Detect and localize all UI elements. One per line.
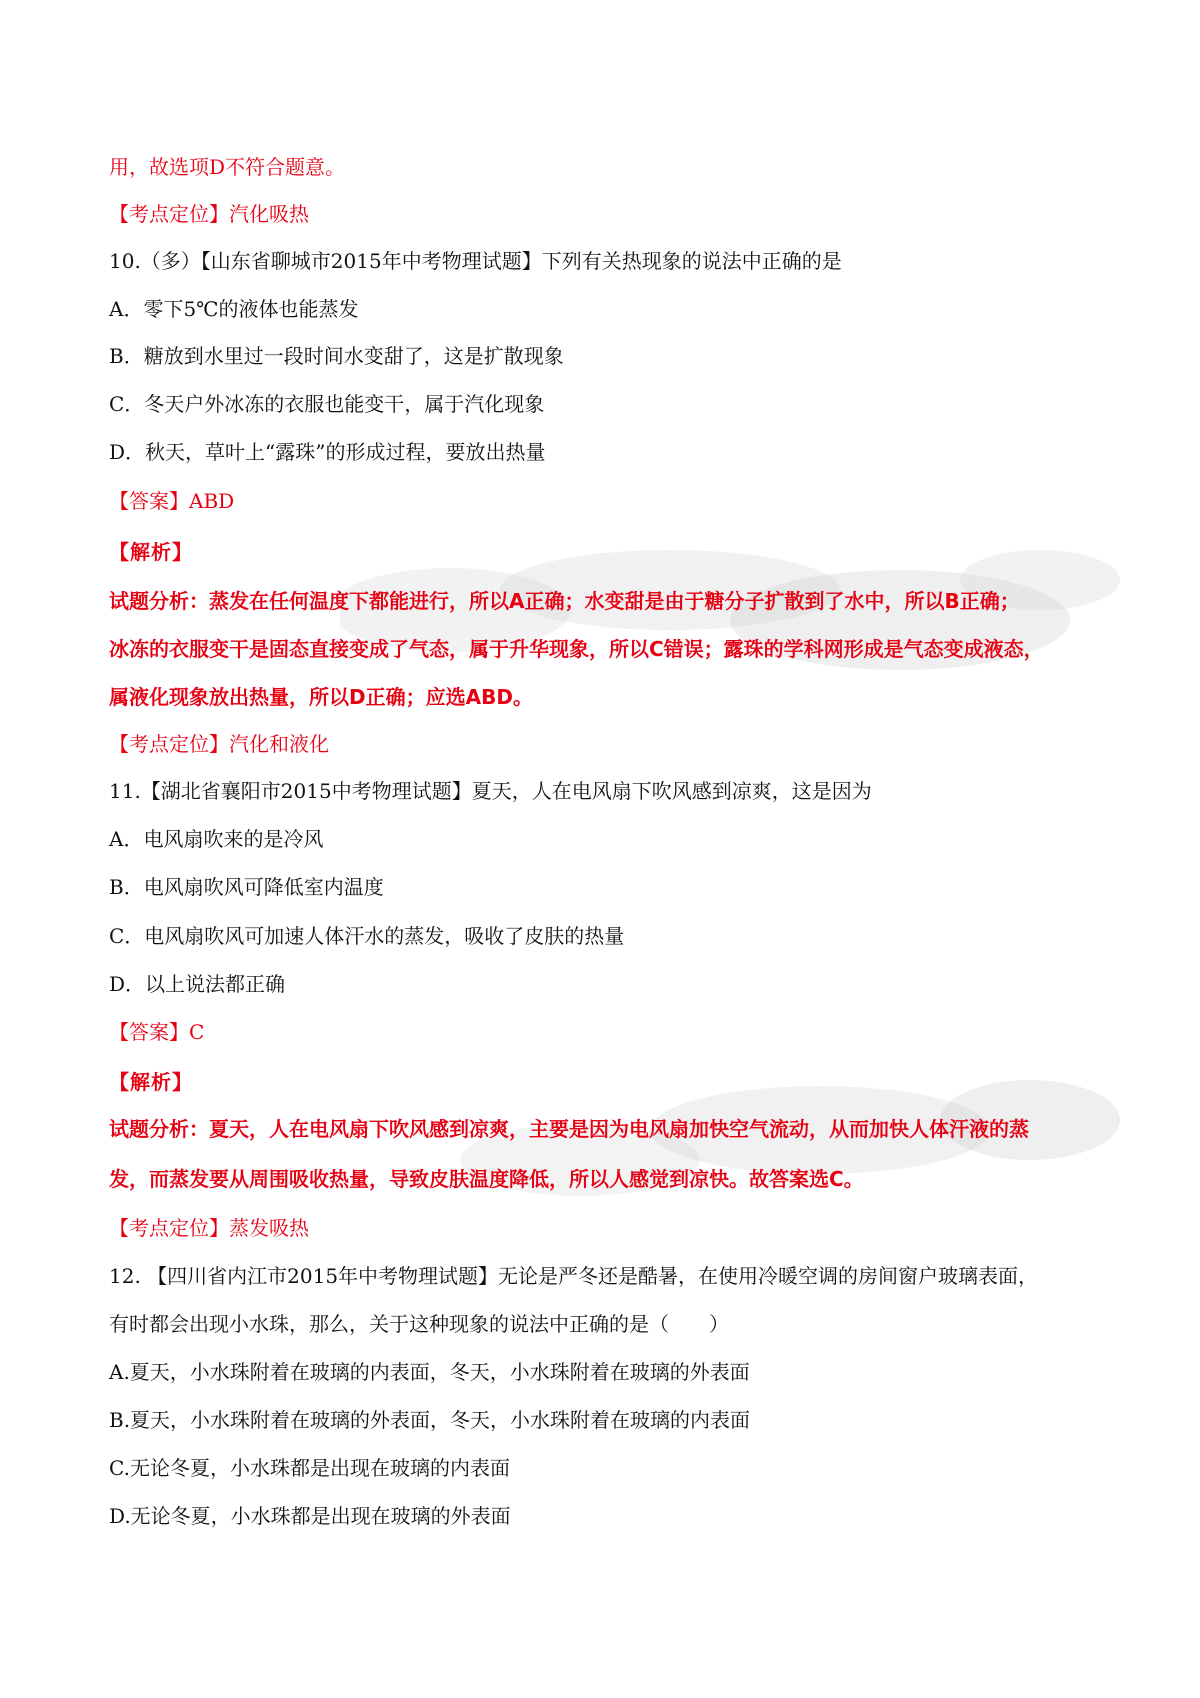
q11-analysis-line-2: 发，而蒸发要从周围吸收热量，导致皮肤温度降低，所以人感觉到凉快。故答案选C。 [109,1167,864,1191]
q12-question-line-1: 12. 【四川省内江市2015年中考物理试题】无论是严冬还是酷暑，在使用冷暖空调的房间窗户玻璃表面， [109,1264,1039,1288]
q11-option-c: C．电风扇吹风可加速人体汗水的蒸发，吸收了皮肤的热量 [109,924,625,948]
q12-question-line-2: 有时都会出现小水珠，那么，关于这种现象的说法中正确的是（ ） [109,1312,729,1336]
q11-kaodian: 【考点定位】蒸发吸热 [109,1216,309,1240]
q11-answer: 【答案】C [109,1020,205,1044]
q12-option-d: D.无论冬夏，小水珠都是出现在玻璃的外表面 [109,1504,511,1528]
q10-option-d: D．秋天，草叶上“露珠”的形成过程，要放出热量 [109,440,546,464]
q10-option-c: C．冬天户外冰冻的衣服也能变干，属于汽化现象 [109,392,545,416]
q10-option-b: B．糖放到水里过一段时间水变甜了，这是扩散现象 [109,344,564,368]
q12-option-b: B.夏天，小水珠附着在玻璃的外表面，冬天，小水珠附着在玻璃的内表面 [109,1408,751,1432]
q11-question: 11.【湖北省襄阳市2015中考物理试题】夏天，人在电风扇下吹风感到凉爽，这是因为 [109,779,872,803]
q11-option-a: A．电风扇吹来的是冷风 [109,827,324,851]
q11-analysis-line-1: 试题分析：夏天，人在电风扇下吹风感到凉爽，主要是因为电风扇加快空气流动，从而加快人体汗液的蒸 [109,1117,1029,1141]
q10-kaodian: 【考点定位】汽化和液化 [109,732,329,756]
q11-option-d: D．以上说法都正确 [109,972,286,996]
intro-kaodian: 【考点定位】汽化吸热 [109,202,309,226]
q10-analysis-line-2: 冰冻的衣服变干是固态直接变成了气态，属于升华现象，所以C错误；露珠的学科网形成是气态变成液态， [109,637,1044,661]
q10-answer: 【答案】ABD [109,489,235,513]
q10-question: 10.（多）【山东省聊城市2015年中考物理试题】下列有关热现象的说法中正确的是 [109,249,842,273]
intro-line: 用，故选项D不符合题意。 [109,155,346,179]
q11-jiexi-label: 【解析】 [109,1070,193,1094]
q10-option-a: A．零下5℃的液体也能蒸发 [109,297,359,321]
q10-analysis-line-1: 试题分析：蒸发在任何温度下都能进行，所以A正确；水变甜是由于糖分子扩散到了水中，所以B正确； [109,589,1020,613]
q12-option-a: A.夏天，小水珠附着在玻璃的内表面，冬天，小水珠附着在玻璃的外表面 [109,1360,750,1384]
q10-jiexi-label: 【解析】 [109,540,193,564]
q10-analysis-line-3: 属液化现象放出热量，所以D正确；应选ABD。 [109,685,533,709]
q12-option-c: C.无论冬夏，小水珠都是出现在玻璃的内表面 [109,1456,510,1480]
q11-option-b: B．电风扇吹风可降低室内温度 [109,875,384,899]
